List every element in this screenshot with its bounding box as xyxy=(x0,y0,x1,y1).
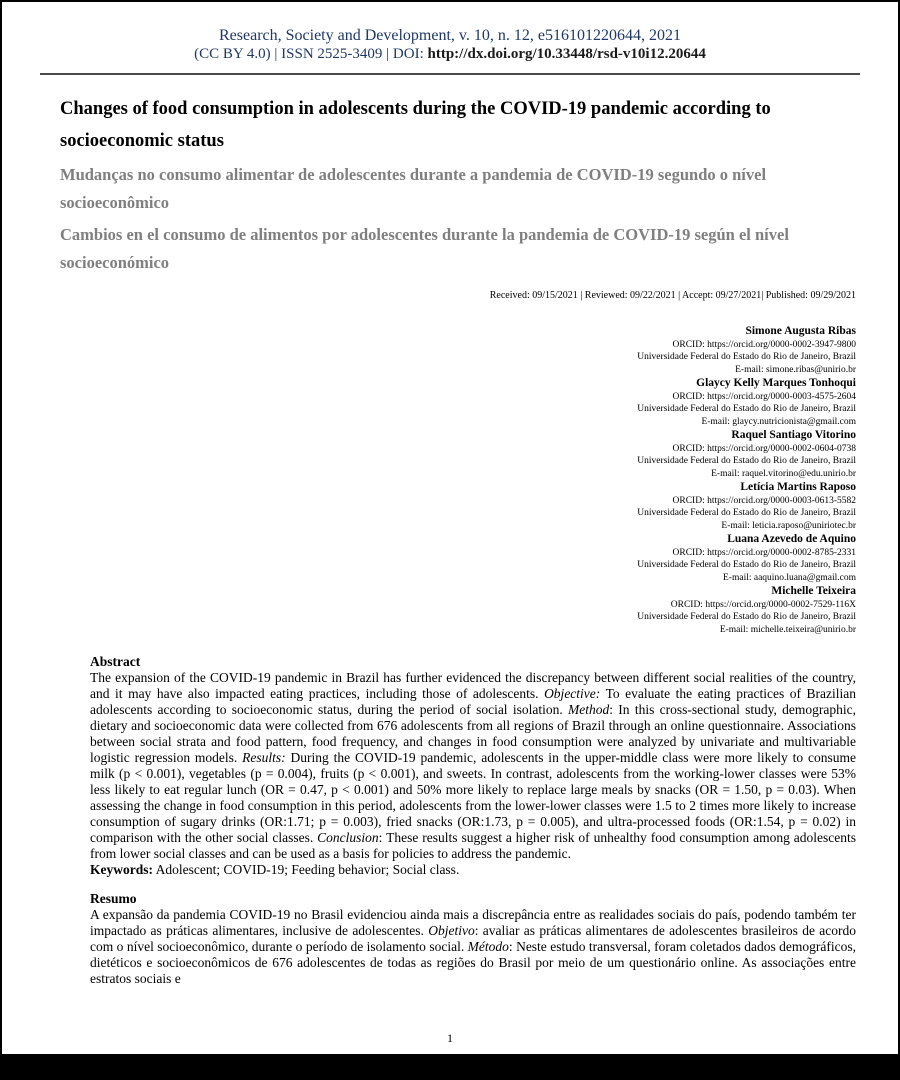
text-segment: A expansão da pandemia COVID-19 no Brasil evidenciou ainda mais a discrepância entre as realidades sociais do país, podendo também ter impactado as práticas alimentares, inclusive de adolescentes. xyxy=(90,907,856,938)
abstract-paragraph xyxy=(90,670,856,862)
author-entry xyxy=(60,324,856,376)
author-name: Glaycy Kelly Marques Tonhoqui xyxy=(696,377,856,389)
authors-block xyxy=(60,324,856,636)
text-segment: Adolescent; COVID-19; Feeding behavior; Social class. xyxy=(153,862,460,877)
author-orcid: ORCID: https://orcid.org/0000-0002-8785-2331 xyxy=(672,547,856,558)
text-segment: Method xyxy=(568,702,610,717)
author-email: E-mail: michelle.teixeira@unirio.br xyxy=(719,624,856,635)
keywords-line xyxy=(90,862,856,878)
article-title-portuguese: Mudanças no consumo alimentar de adolescentes durante a pandemia de COVID-19 segundo o nível socioeconômico xyxy=(60,165,767,212)
author-name: Luana Azevedo de Aquino xyxy=(727,533,856,545)
author-entry xyxy=(60,428,856,480)
author-orcid: ORCID: https://orcid.org/0000-0002-7529-116X xyxy=(670,599,856,610)
author-orcid: ORCID: https://orcid.org/0000-0003-0613-5582 xyxy=(672,495,856,506)
author-orcid: ORCID: https://orcid.org/0000-0003-4575-2604 xyxy=(672,391,856,402)
abstract-section xyxy=(90,654,856,878)
journal-header xyxy=(2,26,898,63)
journal-issn-doi-line xyxy=(2,45,898,63)
header-divider xyxy=(40,73,860,75)
bottom-border-bar xyxy=(2,1054,898,1078)
author-orcid: ORCID: https://orcid.org/0000-0002-0604-0738 xyxy=(672,443,856,454)
author-entry xyxy=(60,532,856,584)
text-segment: Objetivo xyxy=(428,923,475,938)
author-entry xyxy=(60,584,856,636)
text-segment: : These results suggest a higher risk of unhealthy food consumption among adolescents from lower social classes and can be used as a basis for policies to address the pandemic. xyxy=(90,830,856,861)
author-email: E-mail: simone.ribas@unirio.br xyxy=(735,364,856,375)
author-entry xyxy=(60,376,856,428)
text-segment: : In this cross-sectional study, demographic, dietary and socioeconomic data were collected from 676 adolescents from all regions of Brazil through an online questionnaire. Associations between social strata and food pattern, food frequency, and changes in food consumption were analyzed by univariate and multivariable logistic regression models. xyxy=(90,702,856,765)
text-segment: Método xyxy=(467,939,509,954)
author-entry xyxy=(60,480,856,532)
author-name: Michelle Teixeira xyxy=(771,585,856,597)
text-segment: Results: xyxy=(242,750,286,765)
doi-link: http://dx.doi.org/10.33448/rsd-v10i12.20644 xyxy=(427,46,706,62)
text-segment: : avaliar as práticas alimentares de adolescentes brasileiros de acordo com o nível socioeconômico, durante o período de isolamento social. xyxy=(90,923,856,954)
page-number: 1 xyxy=(447,1031,453,1045)
author-name: Raquel Santiago Vitorino xyxy=(731,429,856,441)
author-email: E-mail: leticia.raposo@uniriotec.br xyxy=(721,520,856,531)
journal-license-issn: (CC BY 4.0) | ISSN 2525-3409 | DOI: xyxy=(194,46,428,62)
author-affiliation: Universidade Federal do Estado do Rio de Janeiro, Brazil xyxy=(637,612,856,622)
resumo-section xyxy=(90,891,856,987)
author-orcid: ORCID: https://orcid.org/0000-0002-3947-9800 xyxy=(672,339,856,350)
article-title-english: Changes of food consumption in adolescents during the COVID-19 pandemic according to socioeconomic status xyxy=(60,99,771,151)
author-affiliation: Universidade Federal do Estado do Rio de Janeiro, Brazil xyxy=(637,456,856,466)
text-segment: : Neste estudo transversal, foram coletados dados demográficos, dietéticos e socioeconômicos de 676 adolescentes de todas as regiões do Brasil por meio de um questionário online. As associações entre estratos sociais e xyxy=(90,939,856,986)
text-segment: Conclusion xyxy=(317,830,379,845)
journal-citation: Research, Society and Development, v. 10, n. 12, e516101220644, 2021 xyxy=(219,27,681,44)
author-name: Simone Augusta Ribas xyxy=(745,325,856,337)
text-segment: The expansion of the COVID-19 pandemic in Brazil has further evidenced the discrepancy between different social realities of the country, and it may have also impacted eating practices, including those of adolescents. xyxy=(90,670,856,701)
resumo-paragraph xyxy=(90,907,856,987)
author-email: E-mail: glaycy.nutricionista@gmail.com xyxy=(701,416,856,427)
author-affiliation: Universidade Federal do Estado do Rio de Janeiro, Brazil xyxy=(637,352,856,362)
author-name: Letícia Martins Raposo xyxy=(740,481,856,493)
abstract-heading: Abstract xyxy=(90,654,141,669)
author-affiliation: Universidade Federal do Estado do Rio de Janeiro, Brazil xyxy=(637,560,856,570)
author-affiliation: Universidade Federal do Estado do Rio de Janeiro, Brazil xyxy=(637,508,856,518)
article-title-spanish: Cambios en el consumo de alimentos por adolescentes durante la pandemia de COVID-19 según el nível socioeconómico xyxy=(60,225,789,272)
resumo-heading: Resumo xyxy=(90,891,137,906)
author-email: E-mail: raquel.vitorino@edu.unirio.br xyxy=(711,468,856,479)
text-segment: To evaluate the eating practices of Brazilian adolescents according to socioeconomic status, during the period of social isolation. xyxy=(90,686,856,717)
text-segment: Objective: xyxy=(544,686,601,701)
submission-dates-line: Received: 09/15/2021 | Reviewed: 09/22/2021 | Accept: 09/27/2021| Published: 09/29/2021 xyxy=(489,290,856,301)
author-affiliation: Universidade Federal do Estado do Rio de Janeiro, Brazil xyxy=(637,404,856,414)
text-segment: Keywords: xyxy=(90,862,153,877)
text-segment: During the COVID-19 pandemic, adolescents in the upper-middle class were more likely to consume milk (p < 0.001), vegetables (p = 0.004), fruits (p < 0.001), and sweets. In contrast, adolescents from the working-lower classes were 53% less likely to eat regular lunch (OR = 0.47, p < 0.001) and 50% more likely to replace large meals by snacks (OR = 1.50, p = 0.03). When assessing the change in food consumption in this period, adolescents from the lower-lower classes were 1.5 to 2 times more likely to increase consumption of sugary drinks (OR:1.71; p = 0.003), fried snacks (OR:1.73, p = 0.005), and ultra-processed foods (OR:1.54, p = 0.02) in comparison with the other social classes. xyxy=(90,750,856,845)
author-email: E-mail: aaquino.luana@gmail.com xyxy=(723,572,856,583)
